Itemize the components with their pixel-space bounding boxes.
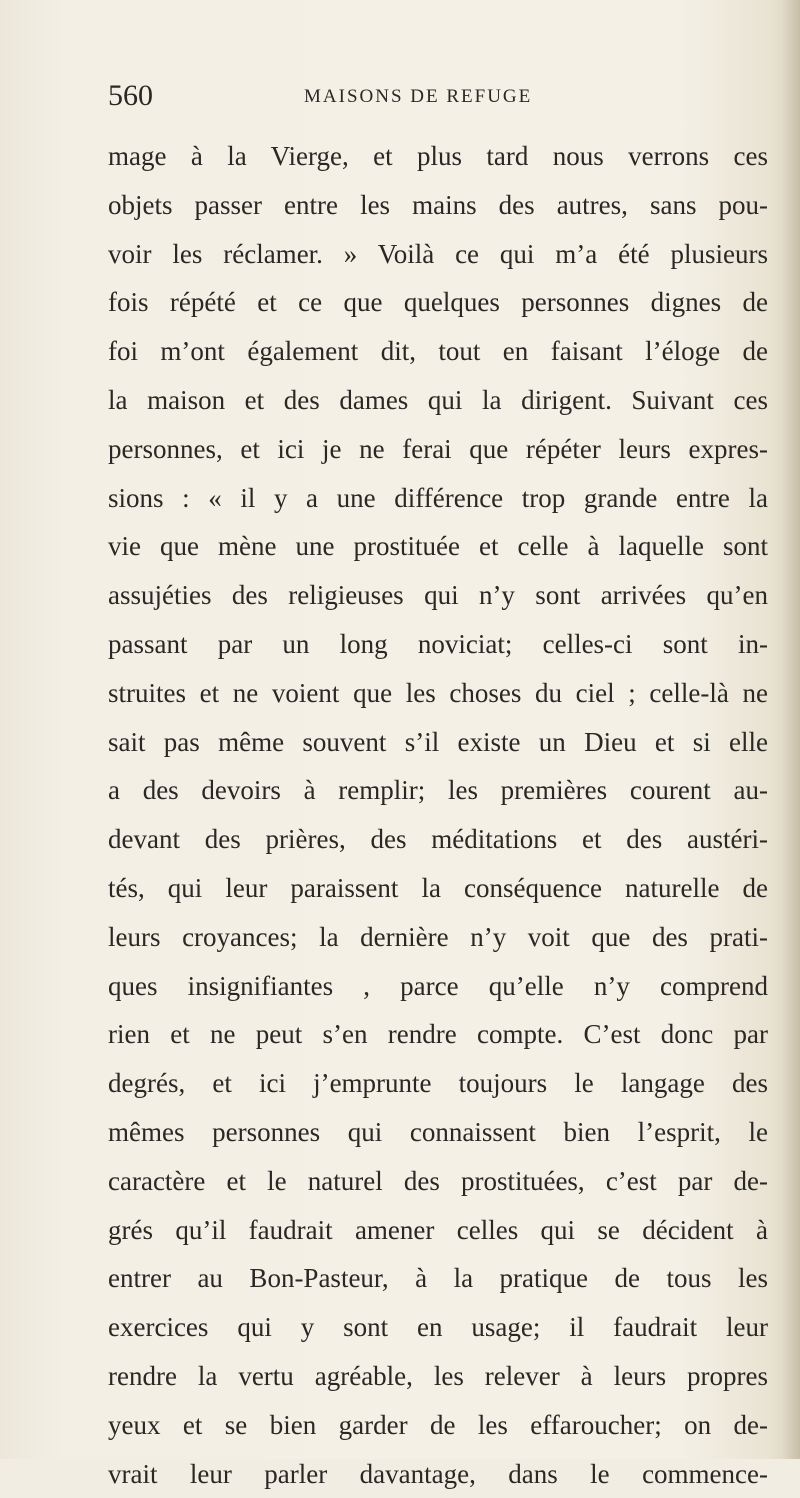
text-line-8: sions : « il y a une différence trop grande entre la — [108, 482, 768, 513]
text-line-20: degrés, et ici j’emprunte toujours le langage des — [108, 1068, 768, 1099]
text-line-14: a des devoirs à remplir; les premières courent au- — [108, 775, 768, 806]
text-line-28: vrait leur parler davantage, dans le commence- — [108, 1458, 768, 1489]
text-line-1: mage à la Vierge, et plus tard nous verrons ces — [108, 141, 768, 171]
text-line-19: rien et ne peut s’en rendre compte. C’est donc par — [108, 1019, 768, 1050]
text-line-13: sait pas même souvent s’il existe un Dieu et si elle — [108, 726, 768, 757]
text-line-22: caractère et le naturel des prostituées, c’est par de- — [108, 1165, 768, 1196]
text-line-12: struites et ne voient que les choses du ciel ; celle-là ne — [108, 677, 768, 708]
text-line-10: assujéties des religieuses qui n’y sont arrivées qu’en — [108, 580, 768, 611]
text-line-7: personnes, et ici je ne ferai que répéter leurs expres- — [108, 433, 768, 464]
text-line-27: yeux et se bien garder de les effaroucher; on de- — [108, 1409, 768, 1440]
page-edge-shadow — [782, 0, 800, 1459]
text-line-6: la maison et des dames qui la dirigent. Suivant ces — [108, 384, 768, 415]
text-line-2: objets passer entre les mains des autres, sans pou- — [108, 189, 768, 220]
body-text — [108, 132, 768, 1498]
text-line-15: devant des prières, des méditations et des austéri- — [108, 824, 768, 855]
text-line-4: fois répété et ce que quelques personnes dignes de — [108, 287, 768, 318]
text-line-5: foi m’ont également dit, tout en faisant l’éloge de — [108, 336, 768, 367]
text-line-23: grés qu’il faudrait amener celles qui se décident à — [108, 1214, 768, 1245]
text-line-26: rendre la vertu agréable, les relever à leurs propres — [108, 1360, 768, 1391]
text-line-25: exercices qui y sont en usage; il faudrait leur — [108, 1312, 768, 1343]
text-line-9: vie que mène une prostituée et celle à laquelle sont — [108, 531, 768, 562]
running-title: MAISONS DE REFUGE — [304, 86, 533, 107]
text-line-16: tés, qui leur paraissent la conséquence naturelle de — [108, 872, 768, 903]
text-line-17: leurs croyances; la dernière n’y voit que des prati- — [108, 921, 768, 952]
text-line-21: mêmes personnes qui connaissent bien l’esprit, le — [108, 1116, 768, 1147]
page-number: 560 — [108, 79, 153, 112]
text-line-11: passant par un long noviciat; celles-ci sont in- — [108, 628, 768, 659]
text-line-24: entrer au Bon-Pasteur, à la pratique de tous les — [108, 1263, 768, 1294]
text-line-3: voir les réclamer. » Voilà ce qui m’a été plusieurs — [108, 238, 768, 269]
running-head — [108, 76, 768, 116]
text-line-18: ques insignifiantes , parce qu’elle n’y comprend — [108, 970, 768, 1001]
